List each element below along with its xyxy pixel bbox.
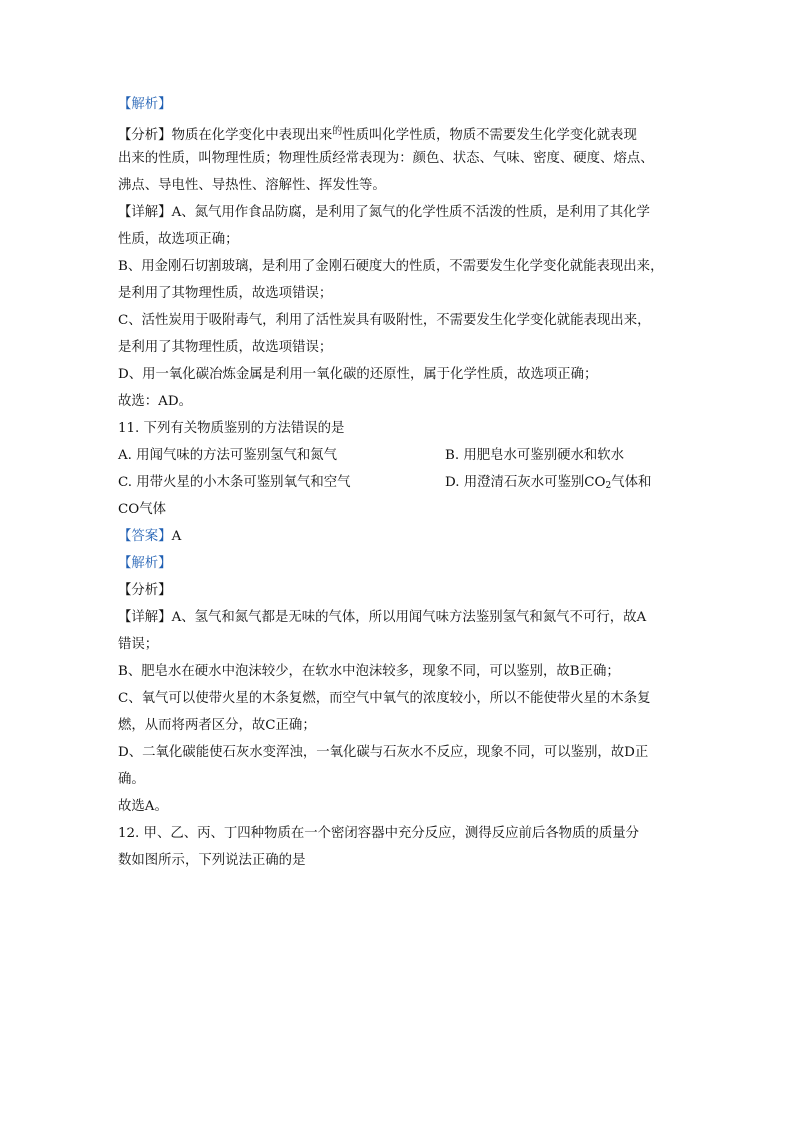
detail-tag: 【详解】 xyxy=(118,205,172,220)
detail-tag: 【详解】 xyxy=(118,610,172,625)
q11-detail-line-3: B、肥皂水在硬水中泡沫较少，在软水中泡沫较多，现象不同，可以鉴别，故B正确； xyxy=(118,664,620,679)
q10-conclusion: 故选：AD。 xyxy=(118,394,192,409)
option-d-subscript: 2 xyxy=(605,481,612,491)
fenxi-text-de: 的 xyxy=(332,126,343,137)
analysis-heading xyxy=(118,91,678,118)
answer-tag: 【答案】 xyxy=(118,529,172,544)
q10-fenxi-line-3: 沸点、导电性、导热性、溶解性、挥发性等。 xyxy=(118,178,386,193)
option-d-prefix: D. 用澄清石灰水可鉴别CO xyxy=(445,475,606,490)
document-page xyxy=(118,91,678,874)
q11-conclusion: 故选A。 xyxy=(118,799,168,814)
q11-fenxi-heading: 【分析】 xyxy=(118,583,172,598)
q11-detail-line-2: 错误； xyxy=(118,637,159,652)
q11-answer xyxy=(118,523,678,550)
q11-detail-line-7: 确。 xyxy=(118,772,145,787)
q10-detail-line-7: D、用一氧化碳冶炼金属是利用一氧化碳的还原性，属于化学性质，故选项正确； xyxy=(118,367,598,382)
detail-text: A、氢气和氮气都是无味的气体，所以用闻气味方法鉴别氢气和氮气不可行，故A xyxy=(171,610,647,625)
q10-fenxi-line-2: 出来的性质，叫物理性质；物理性质经常表现为：颜色、状态、气味、密度、硬度、熔点、 xyxy=(118,151,654,166)
q10-detail-line-4: 是利用了其物理性质，故选项错误； xyxy=(118,286,333,301)
q10-detail-line-6: 是利用了其物理性质，故选项错误； xyxy=(118,340,333,355)
q11-options-row-1 xyxy=(118,442,678,469)
q10-detail-line-3: B、用金刚石切割玻璃，是利用了金刚石硬度大的性质，不需要发生化学变化就能表现出来， xyxy=(118,259,664,274)
fenxi-text-a: 物质在化学变化中表现出来 xyxy=(171,128,333,143)
q11-option-a: A. 用闻气味的方法可鉴别氢气和氮气 xyxy=(118,448,338,463)
q10-detail-line-2: 性质，故选项正确； xyxy=(118,232,239,247)
analysis-tag: 【解析】 xyxy=(118,97,172,112)
answer-value: A xyxy=(171,529,182,544)
fenxi-text-b: 性质叫化学性质，物质不需要发生化学变化就表现 xyxy=(342,128,637,143)
option-d-suffix: 气体和 xyxy=(611,475,652,490)
q11-analysis-heading xyxy=(118,550,678,577)
q11-option-d xyxy=(445,469,678,496)
q11-detail-line-4: C、氧气可以使带火星的木条复燃，而空气中氧气的浓度较小，所以不能使带火星的木条复 xyxy=(118,691,651,706)
q10-detail-line-1 xyxy=(118,199,678,226)
analysis-tag: 【解析】 xyxy=(118,556,172,571)
q11-option-c: C. 用带火星的小木条可鉴别氧气和空气 xyxy=(118,475,351,490)
q11-detail-line-6: D、二氧化碳能使石灰水变浑浊，一氧化碳与石灰水不反应，现象不同，可以鉴别，故D正 xyxy=(118,745,649,760)
q11-option-d-continued: CO气体 xyxy=(118,502,167,517)
q10-detail-line-5: C、活性炭用于吸附毒气，利用了活性炭具有吸附性，不需要发生化学变化就能表现出来， xyxy=(118,313,651,328)
q11-detail-line-5: 燃，从而将两者区分，故C正确； xyxy=(118,718,316,733)
q11-option-b: B. 用肥皂水可鉴别硬水和软水 xyxy=(445,448,625,463)
q11-detail-line-1 xyxy=(118,604,678,631)
fenxi-tag: 【分析】 xyxy=(118,128,172,143)
q11-stem: 11. 下列有关物质鉴别的方法错误的是 xyxy=(118,421,345,436)
detail-text: A、氮气用作食品防腐，是利用了氮气的化学性质不活泼的性质，是利用了其化学 xyxy=(171,205,650,220)
q12-stem-line-1: 12. 甲、乙、丙、丁四种物质在一个密闭容器中充分反应，测得反应前后各物质的质量分 xyxy=(118,826,640,841)
q11-options-row-2 xyxy=(118,469,678,496)
q10-fenxi-line-1 xyxy=(118,118,678,145)
q12-stem-line-2: 数如图所示，下列说法正确的是 xyxy=(118,853,306,868)
